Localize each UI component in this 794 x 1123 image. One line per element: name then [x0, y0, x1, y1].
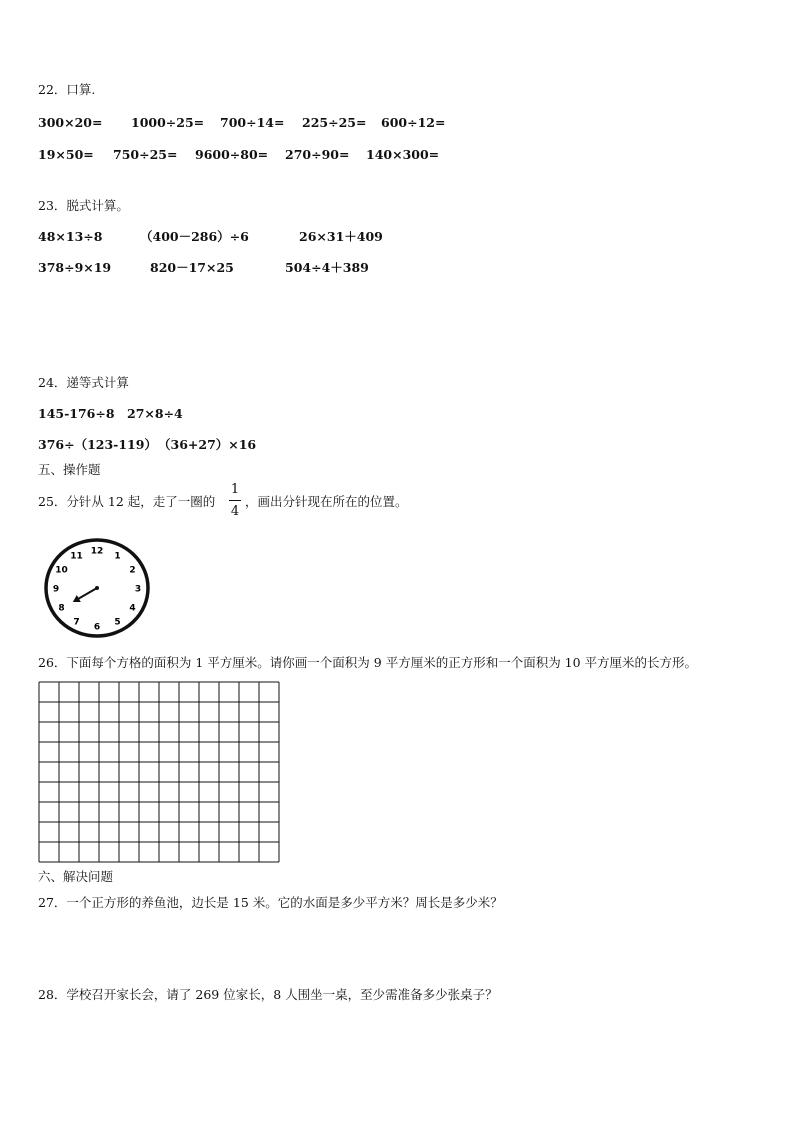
q23-r1-item-1: 48×13÷8: [38, 229, 103, 244]
q23-r1-item-3: 26×31＋409: [299, 229, 383, 244]
q22-r2-item-3: 9600÷80=: [195, 147, 269, 162]
clock-number-8: 8: [58, 603, 65, 614]
q26-text: 26．下面每个方格的面积为 1 平方厘米。请你画一个面积为 9 平方厘米的正方形和一个面积为 10 平方厘米的长方形。: [38, 655, 698, 670]
q25-text-before: 25．分针从 12 起，走了一圈的: [38, 494, 216, 509]
q24-title: 24．递等式计算: [38, 375, 129, 390]
q22-r1-item-1: 300×20=: [38, 115, 103, 130]
q23-r2-item-3: 504÷4＋389: [285, 260, 369, 275]
q25-fraction-numerator: 1: [230, 482, 240, 497]
q22-r2-item-4: 270÷90=: [285, 147, 350, 162]
clock-center: [95, 586, 99, 590]
clock-hand: [76, 588, 97, 600]
q22-r1-item-5: 600÷12=: [381, 115, 446, 130]
clock-number-6: 6: [93, 622, 101, 633]
q22-r1-item-3: 700÷14=: [220, 115, 285, 130]
q25-fraction-bar: [229, 500, 241, 501]
clock-number-1: 1: [114, 551, 121, 562]
section-6-heading: 六、解决问题: [38, 869, 114, 884]
q22-r2-item-5: 140×300=: [366, 147, 440, 162]
q22-r1-item-2: 1000÷25=: [131, 115, 205, 130]
q28-text: 28．学校召开家长会，请了 269 位家长，8 人围坐一桌，至少需准备多少张桌子？: [38, 987, 498, 1002]
q25-fraction-denominator: 4: [230, 504, 240, 519]
q24-r2-item-1: 376÷（123-119）: [38, 437, 157, 452]
q22-r1-item-4: 225÷25=: [302, 115, 367, 130]
q24-r2-item-2: （36+27）×16: [158, 437, 257, 452]
clock-number-3: 3: [134, 584, 142, 595]
clock-number-10: 10: [55, 565, 68, 576]
clock-face: [42, 536, 152, 640]
q22-title: 22．口算.: [38, 82, 96, 97]
q22-r2-item-1: 19×50=: [38, 147, 94, 162]
q23-title: 23．脱式计算。: [38, 198, 129, 213]
clock-number-12: 12: [90, 546, 104, 557]
q24-r1-item-1: 145-176÷8: [38, 406, 115, 421]
q22-r2-item-2: 750÷25=: [113, 147, 178, 162]
section-5-heading: 五、操作题: [38, 462, 101, 477]
q25-text-after: ，画出分针现在所在的位置。: [245, 494, 408, 509]
q24-r1-item-2: 27×8÷4: [127, 406, 183, 421]
clock-number-5: 5: [114, 617, 121, 628]
square-grid[interactable]: [38, 681, 280, 863]
q23-r2-item-1: 378÷9×19: [38, 260, 112, 275]
q23-r1-item-2: （400－286）÷6: [140, 229, 249, 244]
q27-text: 27．一个正方形的养鱼池，边长是 15 米。它的水面是多少平方米？周长是多少米？: [38, 895, 503, 910]
clock-number-7: 7: [73, 617, 80, 628]
clock-number-2: 2: [129, 565, 136, 576]
clock-number-11: 11: [70, 551, 83, 562]
clock-number-4: 4: [129, 603, 136, 614]
clock-number-9: 9: [52, 584, 60, 595]
q23-r2-item-2: 820－17×25: [150, 260, 234, 275]
